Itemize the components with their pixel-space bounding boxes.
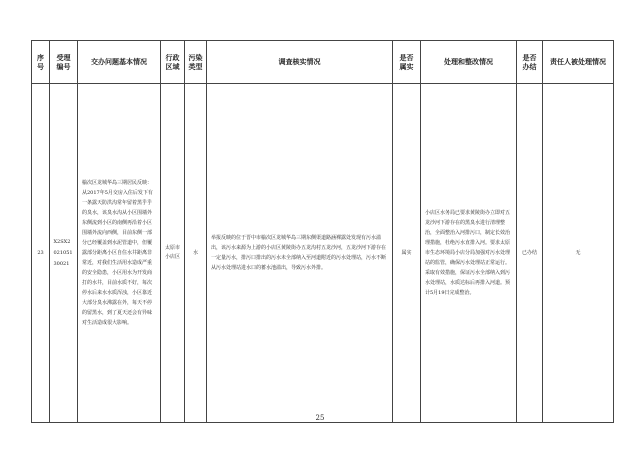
cell-verified: 属实 — [393, 84, 421, 423]
cell-region: 太原市小店区 — [161, 84, 185, 423]
header-investigation: 调查核实情况 — [207, 41, 393, 84]
page-number: 25 — [315, 414, 325, 422]
cell-investigation: 举报反映的位于晋中市榆次区龙城华岛三期东侧渠道路涵裸露处发现有污水溢出，该污水来源为上游的小店区黄陵街办五龙沟村五龙沙河，五龙沙河下游存在一定量污水，排污口排出的污水未全部纳入至河道附近的污水处理站，污水不断从污水处理站进水口的蓄水池溢出，导致污水外排。 — [207, 84, 393, 423]
header-id: 受理编号 — [50, 41, 78, 84]
header-verified: 是否属实 — [393, 41, 421, 84]
cell-closed: 已办结 — [517, 84, 543, 423]
cell-seq: 23 — [32, 84, 50, 423]
header-pollution: 污染类型 — [185, 41, 207, 84]
cell-handling: 小店区水务局已要求黄陵街办立即对五龙沙河下游存在的黑臭水进行清理整治，全面整治入河排污口，制定长效治理措施，杜绝污水直排入河。要求太原市生态环境局小店分局加强对污水处理站的监管，确保污水处理站正常运行。采取有效措施，保证污水全部纳入到污水处理站，水质达标后再排入河道。预计5月19日完成整治。 — [421, 84, 517, 423]
header-issue: 交办问题基本情况 — [78, 41, 161, 84]
header-region: 行政区域 — [161, 41, 185, 84]
complaint-table — [31, 40, 614, 423]
cell-accountability: 无 — [543, 84, 614, 423]
header-row — [32, 41, 614, 84]
cell-id: X2SX202105130021 — [50, 84, 78, 423]
header-accountability: 责任人被处理情况 — [543, 41, 614, 84]
cell-pollution: 水 — [185, 84, 207, 423]
cell-issue: 榆次区龙城华岛三期居民反映：从2017年5月交房入住后发下有一条露天防洪沟常年留着黑乎乎的臭水，该臭水沟从小区围墙外东侧流到小区的南侧再沿着小区围墙外流向西侧，目前东侧一部分已经覆盖到水泥管道中，但覆露部分距离小区自住水井距离非常近，对我们生活用水造成严重的安全隐患，小区用水为开发商打的水井，目前水质不好，每次停水后来水水质浑浊，小区靠近大部分臭水沸露在外，每天不停的留黑水，到了夏天还会有异味对生活造成很大影响。 — [78, 84, 161, 423]
header-handling: 处理和整改情况 — [421, 41, 517, 84]
table-row — [32, 84, 614, 423]
header-closed: 是否办结 — [517, 41, 543, 84]
header-seq: 序号 — [32, 41, 50, 84]
